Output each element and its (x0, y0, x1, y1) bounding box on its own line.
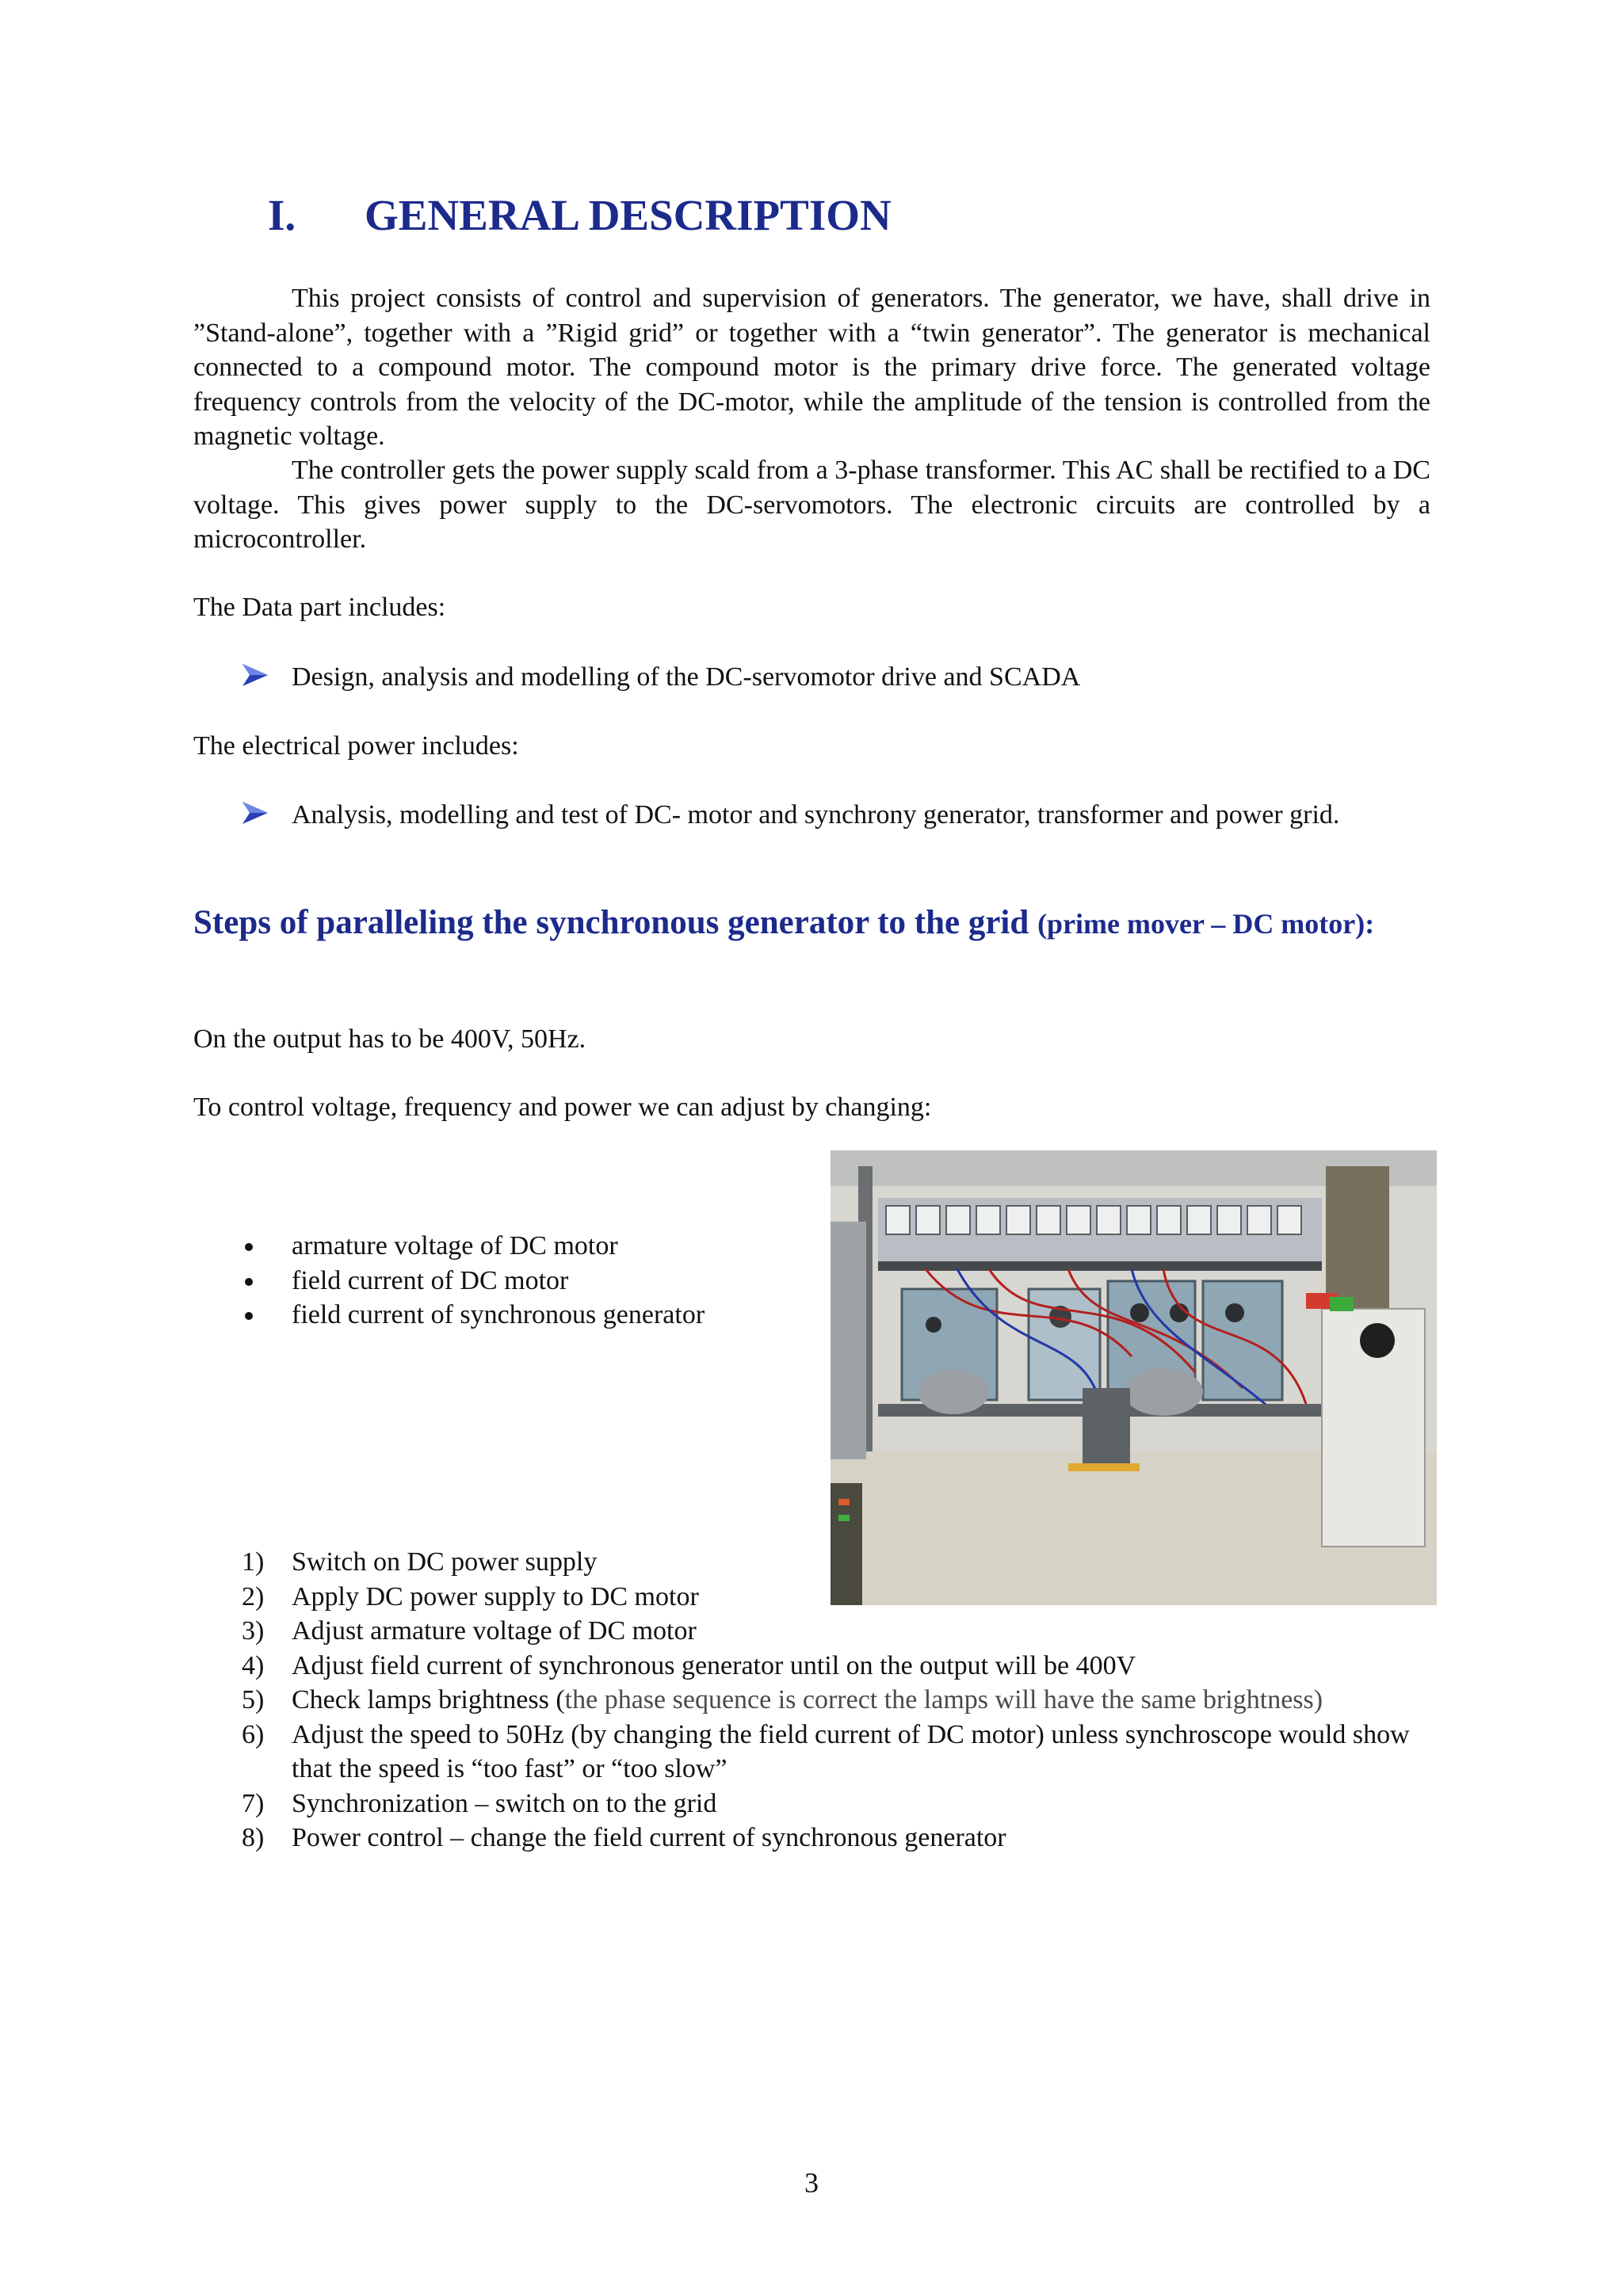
control-intro: To control voltage, frequency and power we can adjust by changing: (193, 1093, 932, 1122)
arrow-bullet-icon (242, 664, 268, 686)
list-item: 3) Adjust armature voltage of DC motor (242, 1616, 697, 1646)
step-note: the phase sequence is correct the lamps will have the same brightness) (564, 1685, 1323, 1714)
list-item: 4) Adjust field current of synchronous generator until on the output will be 400V (242, 1650, 1136, 1680)
electrical-power-item: Analysis, modelling and test of DC- motor and synchrony generator, transformer and power grid. (292, 800, 1340, 830)
list-item: field current of DC motor (242, 1264, 705, 1299)
bullet-dot-icon (245, 1278, 253, 1286)
lab-equipment-photo (831, 1150, 1437, 1605)
intro-paragraph-1: This project consists of control and supervision of generators. The generator, we have, shall drive in ”Stand-alone”, together with a ”Rigid grid” or together with a “twin generator”. The generator is mechanical connected to a compound motor. The compound motor is the primary drive force. The generated voltage frequency controls from the velocity of the DC-motor, while the amplitude of the tension is controlled from the magnetic voltage. (193, 284, 1430, 451)
adjustment-list (242, 1229, 705, 1333)
steps-heading-main: Steps of paralleling the synchronous generator to the grid (193, 904, 1029, 941)
page-number: 3 (804, 2167, 819, 2199)
bullet-dot-icon (245, 1243, 253, 1251)
list-item: 5) Check lamps brightness (the phase sequence is correct the lamps will have the same brightness) (242, 1685, 1323, 1714)
list-item: 7) Synchronization – switch on to the grid (242, 1788, 717, 1818)
arrow-bullet-icon (242, 802, 268, 824)
list-item: armature voltage of DC motor (242, 1229, 705, 1264)
procedure-steps (242, 1545, 1430, 1855)
list-item: 6) Adjust the speed to 50Hz (by changing the field current of DC motor) unless synchroscope would show that the speed is “too fast” or “too slow” (242, 1719, 1410, 1783)
bullet-dot-icon (245, 1312, 253, 1320)
intro-paragraph-2: The controller gets the power supply scald from a 3-phase transformer. This AC shall be rectified to a DC voltage. This gives power supply to the DC-servomotors. The electronic circuits are controlled by a microcontroller. (193, 456, 1430, 554)
list-item: 8) Power control – change the field current of synchronous generator (242, 1823, 1006, 1852)
list-item: field current of synchronous generator (242, 1298, 705, 1333)
section-number: I. (268, 191, 296, 239)
electrical-power-label: The electrical power includes: (193, 731, 519, 761)
list-item: 1) Switch on DC power supply (242, 1547, 598, 1577)
steps-heading-note: (prime mover – DC motor): (1037, 908, 1375, 940)
section-heading (268, 190, 892, 240)
list-item: 2) Apply DC power supply to DC motor (242, 1581, 699, 1611)
data-part-label: The Data part includes: (193, 593, 446, 622)
steps-heading (193, 903, 1430, 944)
output-requirement: On the output has to be 400V, 50Hz. (193, 1024, 586, 1054)
data-part-item: Design, analysis and modelling of the DC-servomotor drive and SCADA (292, 662, 1081, 692)
section-title: GENERAL DESCRIPTION (365, 191, 892, 239)
